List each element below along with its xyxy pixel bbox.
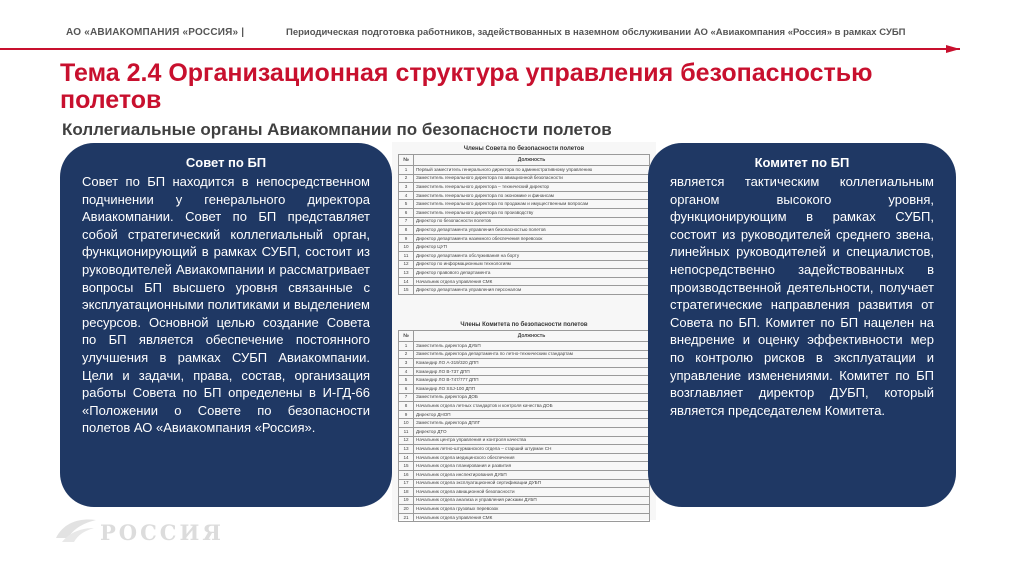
row-position: Начальник летно-штурманского отдела – старший штурман СН bbox=[414, 445, 650, 454]
row-position: Директор ЦУП bbox=[414, 243, 650, 252]
row-number: 7 bbox=[399, 393, 414, 402]
table-row bbox=[399, 419, 650, 428]
airline-wing-logo-icon bbox=[54, 516, 98, 546]
council-text: Совет по БП находится в непосредственном подчинении у генерального директора Авиакомпании. Совет по БП представляет собой стратегический коллегиальный орган, функционирующий в рамках СУБП, состоит из руководителей Авиакомпании и рассматривает вопросы БП высшего уровня связанные с эксплуатационными политиками и выделением ресурсов. Основной целью создание Совета по БП является обеспечение постоянного улучшения в рамках СУБП Авиакомпании. Цели и задачи, права, состав, организация работы Совета по БП определены в И-ГД-66 «Положении о Совете по безопасности полетов АО «Авиакомпания «Россия». bbox=[82, 174, 370, 436]
table-row bbox=[399, 513, 650, 522]
row-number: 13 bbox=[399, 269, 414, 278]
table-row bbox=[399, 174, 650, 183]
table-row bbox=[399, 243, 650, 252]
row-position: Директор департамента управления персоналом bbox=[414, 286, 650, 295]
row-number: 20 bbox=[399, 505, 414, 514]
row-number: 4 bbox=[399, 367, 414, 376]
row-position: Начальник отдела анализа и управления рисками ДУБП bbox=[414, 496, 650, 505]
row-number: 11 bbox=[399, 427, 414, 436]
row-position: Заместитель директора ДПЛГ bbox=[414, 419, 650, 428]
table-row bbox=[399, 367, 650, 376]
table-row bbox=[399, 217, 650, 226]
table-row bbox=[399, 200, 650, 209]
logo-text: РОССИЯ bbox=[100, 520, 224, 545]
row-number: 4 bbox=[399, 191, 414, 200]
row-position: Директор по информационным технологиям bbox=[414, 260, 650, 269]
row-position: Начальник отдела управления СМК bbox=[414, 277, 650, 286]
row-number: 6 bbox=[399, 384, 414, 393]
row-number: 2 bbox=[399, 350, 414, 359]
row-position: Командир ЛО В-737 ДПП bbox=[414, 367, 650, 376]
row-position: Начальник отдела авиационной безопасности bbox=[414, 488, 650, 497]
row-number: 5 bbox=[399, 376, 414, 385]
row-position: Директор ДТО bbox=[414, 427, 650, 436]
table-row bbox=[399, 445, 650, 454]
row-number: 5 bbox=[399, 200, 414, 209]
council-col-position: Должность bbox=[414, 155, 650, 166]
committee-table-title: Члены Комитета по безопасности полетов bbox=[460, 322, 588, 328]
committee-panel bbox=[648, 143, 956, 507]
table-row bbox=[399, 410, 650, 419]
row-position: Начальник отдела летных стандартов и контроля качества ДОБ bbox=[414, 402, 650, 411]
table-row bbox=[399, 402, 650, 411]
row-number: 18 bbox=[399, 488, 414, 497]
row-number: 10 bbox=[399, 419, 414, 428]
row-position: Директор правового департамента bbox=[414, 269, 650, 278]
members-document-image bbox=[392, 142, 656, 520]
table-row bbox=[399, 208, 650, 217]
table-row bbox=[399, 166, 650, 175]
row-number: 12 bbox=[399, 260, 414, 269]
table-row bbox=[399, 342, 650, 351]
row-position: Директор по безопасности полетов bbox=[414, 217, 650, 226]
row-position: Командир ЛО SSJ-100 ДПП bbox=[414, 384, 650, 393]
slide-title: Тема 2.4 Организационная структура управления безопасностью полетов bbox=[60, 59, 873, 114]
table-row bbox=[399, 277, 650, 286]
table-row bbox=[399, 359, 650, 368]
committee-heading: Комитет по БП bbox=[754, 155, 850, 170]
committee-col-position: Должность bbox=[414, 331, 650, 342]
row-number: 19 bbox=[399, 496, 414, 505]
table-row bbox=[399, 505, 650, 514]
row-number: 15 bbox=[399, 286, 414, 295]
table-row bbox=[399, 470, 650, 479]
table-row bbox=[399, 436, 650, 445]
row-position: Начальник отдела инспектирования ДУБП bbox=[414, 470, 650, 479]
row-number: 13 bbox=[399, 445, 414, 454]
row-position: Заместитель генерального директора по продажам и имущественным вопросам bbox=[414, 200, 650, 209]
council-table-title: Члены Совета по безопасности полетов bbox=[463, 146, 585, 152]
header-company: АО «АВИАКОМПАНИЯ «РОССИЯ» | bbox=[66, 27, 245, 38]
committee-text: является тактическим коллегиальным органом высокого уровня, функционирующим в рамках СУБП, состоит из руководителей среднего звена, линейных руководителей и специалистов, непосредственно задействованных в производственной деятельности, получает стратегические направления развития от Совета по БП. Комитет по БП нацелен на внедрение и оценку эффективности мер по контролю рисков в эксплуатации и управление изменениями. Комитет по БП возглавляет директор ДУБП, который является председателем Комитета. bbox=[670, 174, 934, 418]
header-divider-arrow bbox=[946, 45, 960, 53]
rossiya-logo bbox=[54, 516, 254, 546]
table-row bbox=[399, 234, 650, 243]
council-heading: Совет по БП bbox=[185, 155, 267, 170]
header-course-title: Периодическая подготовка работников, задействованных в наземном обслуживании АО «Авиакомпания «Россия» в рамках СУБП bbox=[286, 27, 906, 38]
row-number: 15 bbox=[399, 462, 414, 471]
table-row bbox=[399, 183, 650, 192]
council-panel bbox=[60, 143, 392, 507]
row-position: Директор департамента управления безопасностью полетов bbox=[414, 226, 650, 235]
row-position: Заместитель директора ДУБП bbox=[414, 342, 650, 351]
row-position: Заместитель директора департамента по летно-техническим стандартам bbox=[414, 350, 650, 359]
row-position: Первый заместитель генерального директора по административному управлению bbox=[414, 166, 650, 175]
table-row bbox=[399, 191, 650, 200]
row-position: Начальник отдела планирования и развития bbox=[414, 462, 650, 471]
row-number: 8 bbox=[399, 402, 414, 411]
row-number: 8 bbox=[399, 226, 414, 235]
table-row bbox=[399, 226, 650, 235]
table-row bbox=[399, 251, 650, 260]
row-number: 3 bbox=[399, 183, 414, 192]
row-position: Заместитель директора ДОБ bbox=[414, 393, 650, 402]
slide-subtitle: Коллегиальные органы Авиакомпании по безопасности полетов bbox=[62, 120, 612, 139]
table-row bbox=[399, 384, 650, 393]
row-number: 3 bbox=[399, 359, 414, 368]
row-number: 1 bbox=[399, 342, 414, 351]
row-number: 2 bbox=[399, 174, 414, 183]
row-number: 14 bbox=[399, 453, 414, 462]
row-position: Начальник отдела медицинского обеспечения bbox=[414, 453, 650, 462]
row-position: Заместитель генерального директора по производству bbox=[414, 208, 650, 217]
council-members-table bbox=[398, 144, 650, 295]
table-row bbox=[399, 376, 650, 385]
row-number: 16 bbox=[399, 470, 414, 479]
row-number: 10 bbox=[399, 243, 414, 252]
committee-col-num: № bbox=[399, 331, 414, 342]
table-row bbox=[399, 479, 650, 488]
row-number: 9 bbox=[399, 234, 414, 243]
table-row bbox=[399, 269, 650, 278]
table-row bbox=[399, 488, 650, 497]
row-number: 17 bbox=[399, 479, 414, 488]
row-number: 12 bbox=[399, 436, 414, 445]
row-position: Директор департамента наземного обеспечения перевозок bbox=[414, 234, 650, 243]
row-position: Директор ДНОП bbox=[414, 410, 650, 419]
row-position: Командир ЛО В-747/777 ДПП bbox=[414, 376, 650, 385]
row-position: Начальник отдела эксплуатационной сертификации ДУБП bbox=[414, 479, 650, 488]
row-number: 9 bbox=[399, 410, 414, 419]
header-divider bbox=[0, 48, 960, 50]
committee-members-table bbox=[398, 320, 650, 522]
table-row bbox=[399, 393, 650, 402]
row-number: 1 bbox=[399, 166, 414, 175]
council-col-num: № bbox=[399, 155, 414, 166]
table-row bbox=[399, 496, 650, 505]
table-row bbox=[399, 260, 650, 269]
row-number: 7 bbox=[399, 217, 414, 226]
table-row bbox=[399, 427, 650, 436]
row-position: Начальник центра управления и контроля качества bbox=[414, 436, 650, 445]
table-row bbox=[399, 350, 650, 359]
row-number: 6 bbox=[399, 208, 414, 217]
row-position: Заместитель генерального директора по экономике и финансам bbox=[414, 191, 650, 200]
table-row bbox=[399, 453, 650, 462]
row-number: 14 bbox=[399, 277, 414, 286]
row-position: Директор департамента обслуживания на борту bbox=[414, 251, 650, 260]
row-position: Командир ЛО А-319/320 ДПП bbox=[414, 359, 650, 368]
row-number: 21 bbox=[399, 513, 414, 522]
table-row bbox=[399, 286, 650, 295]
row-number: 11 bbox=[399, 251, 414, 260]
row-position: Начальник отдела грузовых перевозок bbox=[414, 505, 650, 514]
table-row bbox=[399, 462, 650, 471]
row-position: Заместитель генерального директора – технический директор bbox=[414, 183, 650, 192]
row-position: Заместитель генерального директора по авиационной безопасности bbox=[414, 174, 650, 183]
row-position: Начальник отдела управления СМК bbox=[414, 513, 650, 522]
